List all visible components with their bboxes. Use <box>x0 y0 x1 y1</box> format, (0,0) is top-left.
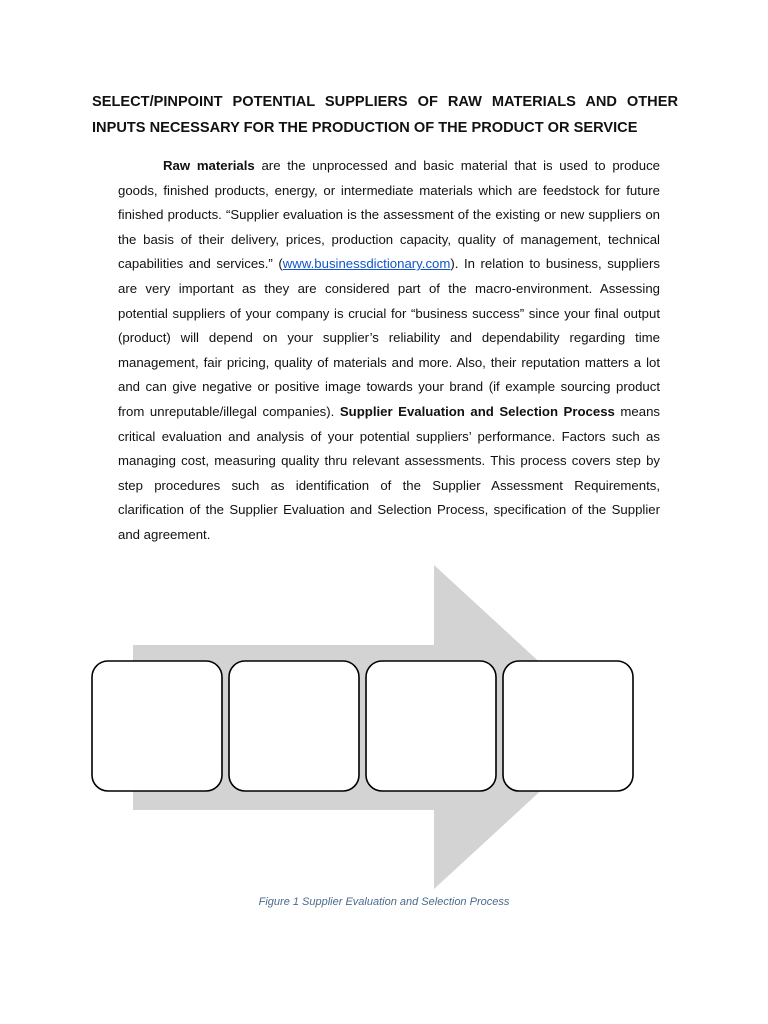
process-step-box-3[interactable] <box>366 661 496 791</box>
businessdictionary-link[interactable]: www.businessdictionary.com <box>282 256 451 272</box>
paragraph-text-3: means critical evaluation and analysis of your potential suppliers’ performance. Factors such as managing cost, measuring quality thru relevant assessments. This process covers step by step procedures such as identification of the Supplier Assessment Requirements, clarification of the Supplier Evaluation and Selection Process, specification of the Supplier and agreement. <box>118 403 660 542</box>
paragraph-text-2: ). In relation to business, suppliers are very important as they are considered part of the macro-environment. Assessing potential suppliers of your company is crucial for “business success” since your final output (product) will depend on your supplier’s reliability and dependability regarding time management, fair pricing, quality of materials and more. Also, their reputation matters a lot and can give negative or positive image towards your brand (if example sourcing product from unreputable/illegal companies). <box>118 256 660 419</box>
figure-caption: Figure 1 Supplier Evaluation and Selection Process <box>258 896 510 908</box>
document-heading: SELECT/PINPOINT POTENTIAL SUPPLIERS OF RAW MATERIALS AND OTHER INPUTS NECESSARY FOR THE PRODUCTION OF THE PRODUCT OR SERVICE <box>92 94 678 136</box>
paragraph-text-1: are the unprocessed and basic material that is used to produce goods, finished products, energy, or intermediate materials which are feedstock for future finished products. “Supplier evaluation is the assessment of the existing or new suppliers on the basis of their delivery, prices, production capacity, quality of management, technical capabilities and services.” ( <box>118 158 660 272</box>
process-step-box-2[interactable] <box>229 661 359 791</box>
process-step-box-1[interactable] <box>92 661 222 791</box>
process-step-box-4[interactable] <box>503 661 633 791</box>
term-supplier-evaluation: Supplier Evaluation and Selection Process <box>339 403 615 419</box>
body-paragraph <box>118 154 660 548</box>
term-raw-materials: Raw materials <box>163 158 255 173</box>
